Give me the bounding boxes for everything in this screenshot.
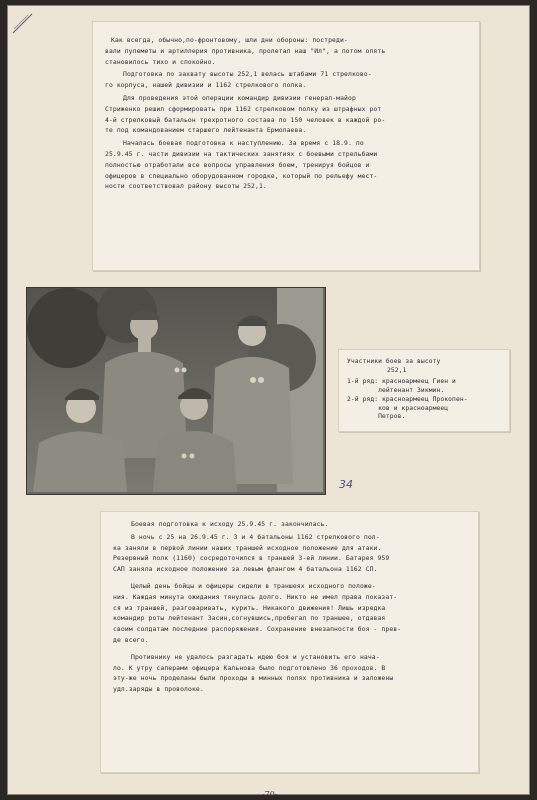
para-4-line-5: ности соответствовал району высоты 252,1. — [105, 182, 267, 191]
caption-line-5: 2-й ряд: красноармеец Прокопен- — [347, 395, 468, 403]
b-para-2-line-3: Резервный полк (1160) сосредоточился в траншей 3-ей линии. Батарея 959 — [113, 554, 390, 563]
caption-line-4: лейтенант Зикмин. — [347, 387, 445, 395]
para-2-line-1: Подготовка по захвату высоты 252,1 велась штабами 71 стрелково- — [123, 70, 372, 79]
caption-line-1: Участники боев за высоту — [347, 358, 441, 365]
para-4-line-4: офицеров в специально оборудованном городке, который по рельефу мест- — [105, 171, 378, 180]
caption-line-7: Петров. — [347, 413, 406, 421]
b-para-2-line-4: САП заняла исходное положение за левым флангом 4 батальона 1162 СП. — [113, 565, 378, 574]
typed-text-slip-top — [92, 21, 480, 271]
b-para-4-line-1: Противнику не удалось разгадать идею боя и установить его нача- — [131, 652, 380, 661]
b-para-2-line-1: В ночь с 25 на 26.9.45 г. 3 и 4 батальоны 1162 стрелкового пол- — [131, 532, 380, 541]
para-1-line-3: становилось тихо и спокойно. — [105, 57, 216, 66]
para-3-line-4: те под командованием старшего лейтенанта Ермолаева. — [105, 126, 307, 135]
b-para-3-line-5: своим солдатам последние распоряжения. Сохранение внезапности боя - прев- — [113, 625, 402, 634]
para-4-line-1: Началась боевая подготовка к наступлению. За время с 18.9. по — [123, 139, 364, 148]
typed-text-slip-bottom — [100, 511, 479, 773]
photo-caption — [338, 349, 510, 432]
handwritten-sheet-number: 34 — [339, 478, 353, 491]
b-para-3-line-3: ся из траншей, разговаривать, курить. Никакого движения! Лишь изредка — [113, 603, 386, 612]
para-1-line-1: Как всегда, обычно,по-фронтовому, шли дни обороны: постреди- — [111, 36, 348, 44]
corner-fold-mark — [10, 11, 36, 37]
b-para-3-line-1: Целый день бойцы и офицеры сидели в траншеях исходного положе- — [131, 581, 376, 590]
b-para-3-line-6: де всего. — [113, 635, 149, 644]
b-para-4-line-4: удл.заряды в проволоке. — [113, 685, 204, 694]
page-number: -70- — [262, 790, 278, 799]
para-2-line-2: го корпуса, нашей дивизии и 1162 стрелкового полка. — [105, 81, 307, 90]
b-para-1-line-1: Боевая подготовка к исходу 25.9.45 г. закончилась. — [131, 520, 329, 528]
archive-page — [7, 5, 530, 799]
b-para-3-line-4: командир роты лейтенант Засин,согнувшись,пробегал по траншее, отдавая — [113, 614, 386, 623]
b-para-4-line-2: ло. К утру саперами офицера Кальнова было подготовлено 36 проходов. В — [113, 663, 386, 672]
caption-line-3: 1-й ряд: красноармеец Гиен и — [347, 378, 456, 386]
caption-line-6: ков и красноармеец — [347, 404, 449, 412]
caption-line-2: 252,1 — [387, 366, 407, 374]
b-para-4-line-3: эту-же ночь проделаны были проходы в минных полях противника и заложены — [113, 674, 394, 683]
para-1-line-2: вали пулеметы и артиллерия противника, пролетал наш "Ил", а потом опять — [105, 46, 386, 55]
para-3-line-3: 4-й стрелковый батальон трехротного состава по 150 человек в каждой ро- — [105, 115, 386, 124]
b-para-3-line-2: ния. Каждая минута ожидания тянулась долго. Никто не имел права показат- — [113, 592, 398, 601]
para-4-line-2: 25.9.45 г. части дивизии на тактических занятиях с боевыми стрельбами — [105, 149, 378, 158]
b-para-2-line-2: ка заняли в первой линии наших траншей исходное положение для атаки. — [113, 543, 382, 552]
para-3-line-1: Для проведения этой операции командир дивизии генерал-майор — [123, 93, 356, 102]
group-photograph — [26, 287, 326, 495]
para-3-line-2: Стриженко решил сформировать при 1162 стрелковом полку из штрафных рот — [105, 104, 382, 113]
para-4-line-3: полностью отработали все вопросы управления боем, тренируя бойцов и — [105, 160, 370, 169]
